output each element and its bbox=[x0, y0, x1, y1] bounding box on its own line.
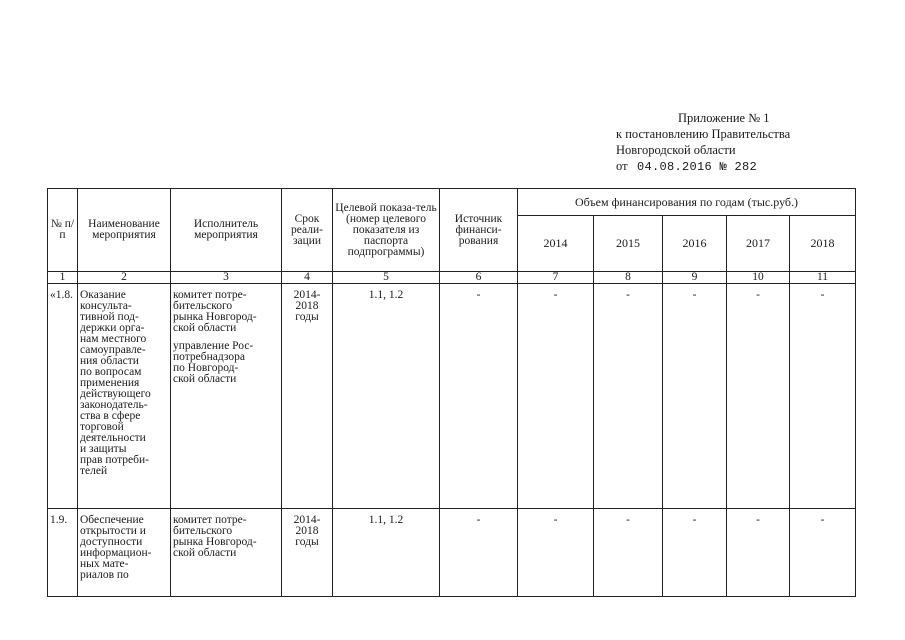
funding-value: - bbox=[518, 284, 594, 509]
col-term-header: Срок реали-зации bbox=[282, 189, 333, 272]
row-number: 1.9. bbox=[48, 509, 78, 597]
funding-value: - bbox=[790, 284, 856, 509]
funding-value: - bbox=[727, 284, 790, 509]
column-number: 7 bbox=[518, 272, 594, 284]
target-indicator: 1.1, 1.2 bbox=[333, 509, 440, 597]
column-number: 3 bbox=[171, 272, 282, 284]
funding-header: Объем финансирования по годам (тыс.руб.) bbox=[518, 189, 856, 216]
activity-executor: комитет потре- бительского рынка Новгород- ской области управление Рос- потребнадзора по Новгород- ской области bbox=[171, 284, 282, 509]
column-number: 4 bbox=[282, 272, 333, 284]
col-name-header: Наименование мероприятия bbox=[78, 189, 171, 272]
funding-value: - bbox=[727, 509, 790, 597]
funding-source: - bbox=[440, 284, 518, 509]
funding-value: - bbox=[594, 284, 663, 509]
column-number: 1 bbox=[48, 272, 78, 284]
date-line bbox=[616, 159, 757, 176]
funding-value: - bbox=[663, 284, 727, 509]
appendix-title: Приложение № 1 bbox=[678, 111, 770, 125]
funding-value: - bbox=[790, 509, 856, 597]
year-header: 2018 bbox=[790, 216, 856, 272]
implementation-term: 2014- 2018 годы bbox=[282, 509, 333, 597]
implementation-term: 2014- 2018 годы bbox=[282, 284, 333, 509]
column-number: 8 bbox=[594, 272, 663, 284]
date-prefix: от bbox=[616, 159, 628, 173]
funding-source: - bbox=[440, 509, 518, 597]
target-indicator: 1.1, 1.2 bbox=[333, 284, 440, 509]
activity-executor: комитет потре- бительского рынка Новгород- ской области bbox=[171, 509, 282, 597]
resolution-line: к постановлению Правительства bbox=[616, 127, 791, 141]
year-header: 2016 bbox=[663, 216, 727, 272]
table-row bbox=[48, 284, 856, 509]
column-number: 11 bbox=[790, 272, 856, 284]
table-row bbox=[48, 509, 856, 597]
col-target-header: Целевой показа-тель (номер целевого показателя из паспорта подпрограммы) bbox=[333, 189, 440, 272]
funding-table bbox=[47, 188, 856, 597]
column-number: 2 bbox=[78, 272, 171, 284]
activity-name: Оказание консульта- тивной под- держки орга- нам местного самоуправле- ния области по вопросам применения действующего законодатель- ства в сфере торговой деятельности и защиты прав потреби- телей bbox=[78, 284, 171, 509]
column-number: 10 bbox=[727, 272, 790, 284]
header-row-1 bbox=[48, 189, 856, 216]
year-header: 2017 bbox=[727, 216, 790, 272]
year-header: 2015 bbox=[594, 216, 663, 272]
funding-value: - bbox=[663, 509, 727, 597]
funding-value: - bbox=[594, 509, 663, 597]
col-executor-header: Исполнитель мероприятия bbox=[171, 189, 282, 272]
region-line: Новгородской области bbox=[616, 143, 736, 157]
column-number: 5 bbox=[333, 272, 440, 284]
funding-value: - bbox=[518, 509, 594, 597]
column-number: 6 bbox=[440, 272, 518, 284]
col-source-header: Источник финанси-рования bbox=[440, 189, 518, 272]
column-numbers-row bbox=[48, 272, 856, 284]
col-num-header: № п/п bbox=[48, 189, 78, 272]
row-number: «1.8. bbox=[48, 284, 78, 509]
year-header: 2014 bbox=[518, 216, 594, 272]
activity-name: Обеспечение открытости и доступности информацион- ных мате- риалов по bbox=[78, 509, 171, 597]
resolution-date: 04.08.2016 № 282 bbox=[636, 160, 757, 174]
column-number: 9 bbox=[663, 272, 727, 284]
